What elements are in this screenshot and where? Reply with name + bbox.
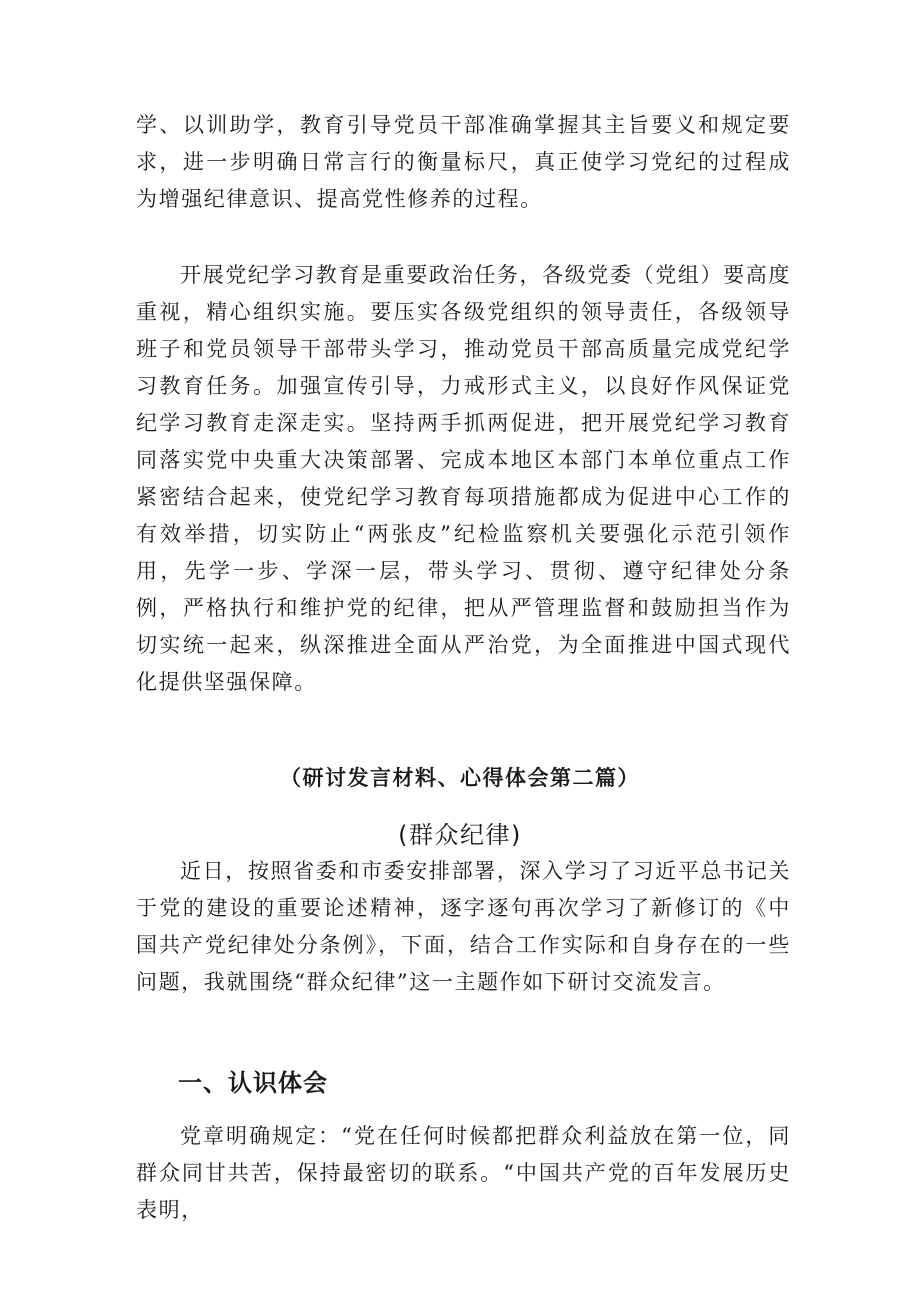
body-paragraph: 近日，按照省委和市委安排部署，深入学习了习近平总书记关于党的建设的重要论述精神，逐字逐句再次学习了新修订的《中国共产党纪律处分条例》，下面，结合工作实际和自身存在的一些问题，我就围绕“群众纪律”这一主题作如下研讨交流发言。 (136, 859, 791, 994)
section-heading: 一、认识体会 (178, 1069, 328, 1097)
topic-heading: (群众纪律) (398, 821, 522, 849)
part-heading: （研讨发言材料、心得体会第二篇） (280, 765, 640, 790)
body-paragraph: 学、以训助学，教育引导党员干部准确掌握其主旨要义和规定要求，进一步明确日常言行的衡量标尺，真正使学习党纪的过程成为增强纪律意识、提高党性修养的过程。 (136, 113, 791, 211)
body-paragraph: 党章明确规定：“党在任何时候都把群众利益放在第一位，同群众同甘共苦，保持最密切的联系。“中国共产党的百年发展历史表明， (136, 1124, 791, 1222)
body-paragraph: 开展党纪学习教育是重要政治任务，各级党委（党组）要高度重视，精心组织实施。要压实各级党组织的领导责任，各级领导班子和党员领导干部带头学习，推动党员干部高质量完成党纪学习教育任务。加强宣传引导，力戒形式主义，以良好作风保证党纪学习教育走深走实。坚持两手抓两促进，把开展党纪学习教育同落实党中央重大决策部署、完成本地区本部门本单位重点工作紧密结合起来，使党纪学习教育每项措施都成为促进中心工作的有效举措，切实防止“两张皮”纪检监察机关要强化示范引领作用，先学一步、学深一层，带头学习、贯彻、遵守纪律处分条例，严格执行和维护党的纪律，把从严管理监督和鼓励担当作为切实统一起来，纵深推进全面从严治党，为全面推进中国式现代化提供坚强保障。 (136, 263, 791, 694)
